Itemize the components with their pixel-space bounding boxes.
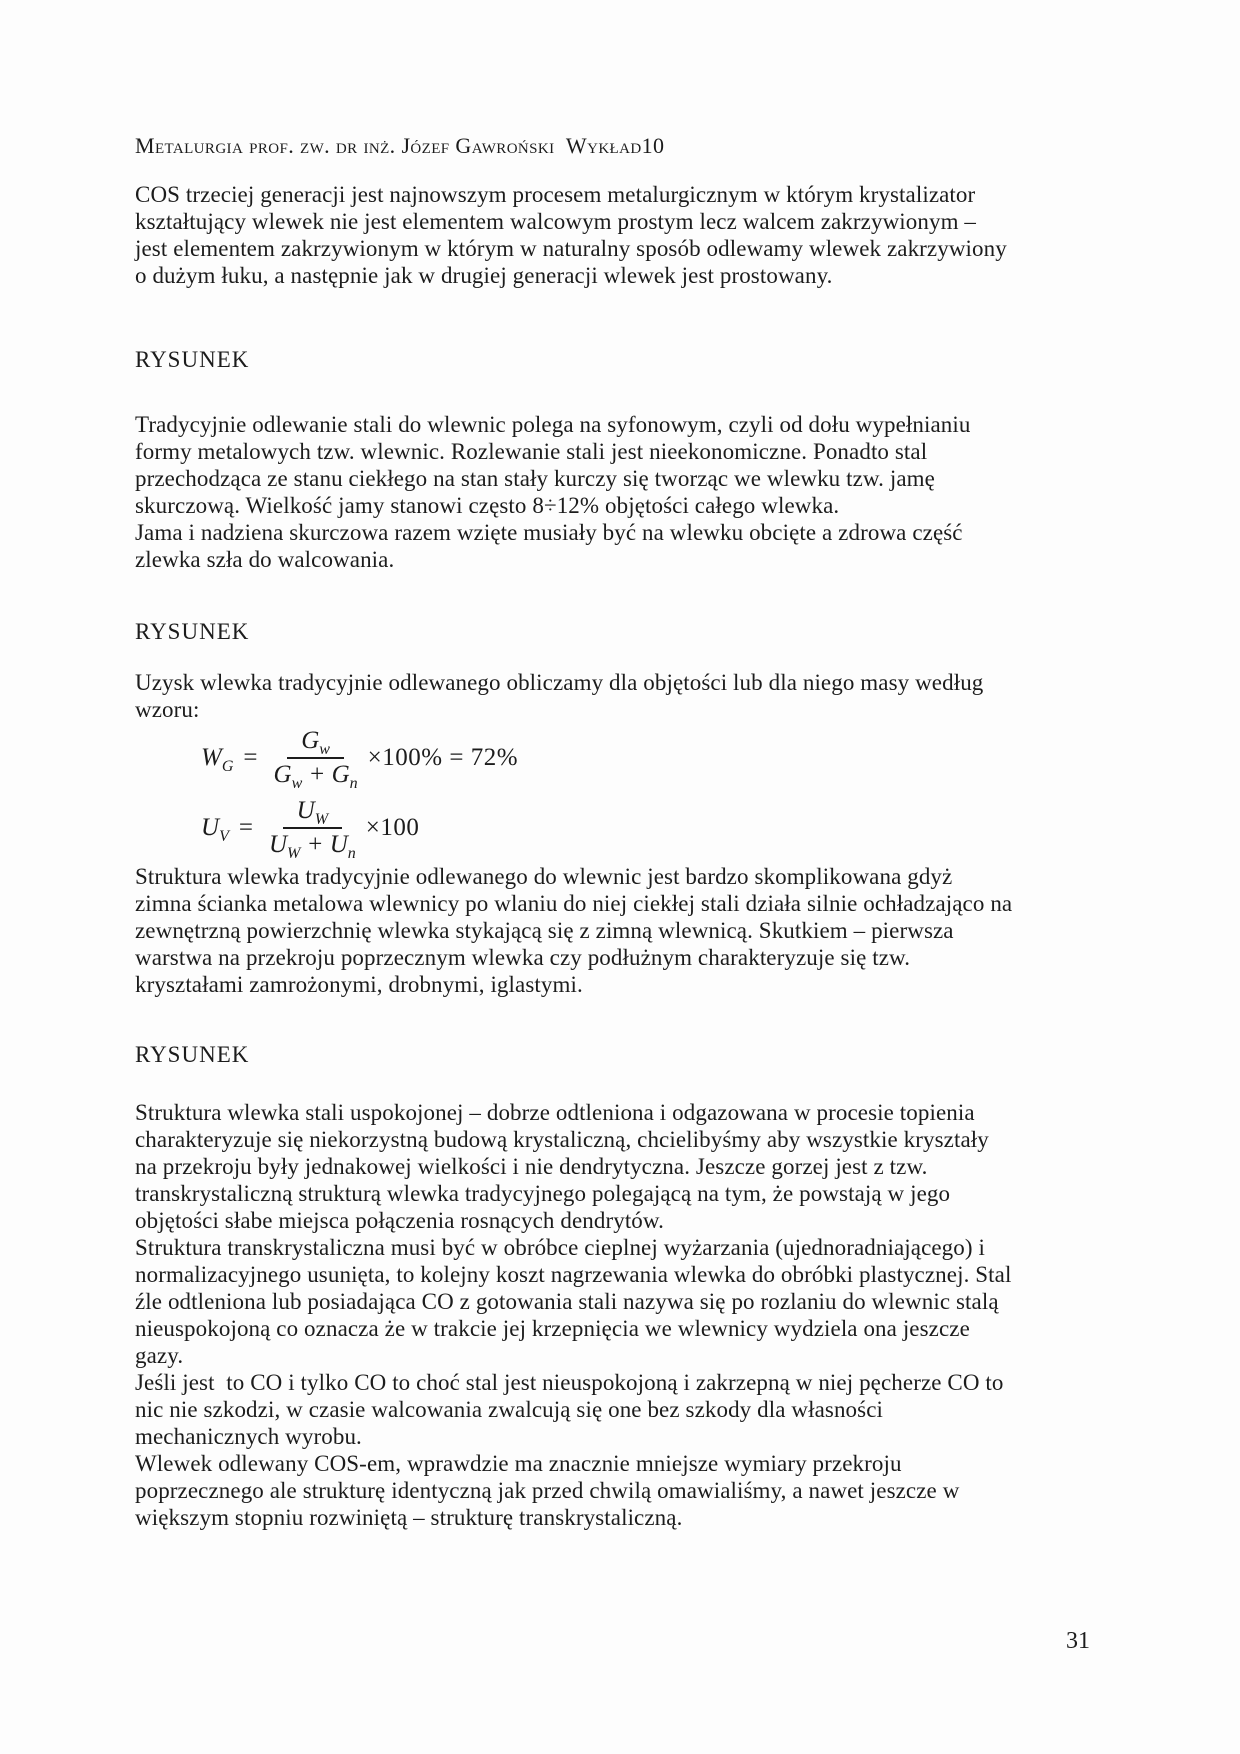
text-line: Struktura wlewka stali uspokojonej – dobrze odtleniona i odgazowana w procesie topienia [135, 1100, 975, 1125]
formula-result: ×100% = 72% [367, 744, 519, 771]
text-line: zewnętrzną powierzchnię wlewka stykającą się z zimną wlewnicą. Skutkiem – pierwsza [135, 918, 954, 943]
formula-lhs: $U_V$ [201, 814, 229, 845]
text-line: jest elementem zakrzywionym w którym w naturalny sposób odlewamy wlewek zakrzywiony [135, 236, 1007, 261]
equals-sign: = [238, 814, 253, 841]
formula-yield-mass [201, 723, 1110, 793]
page-number: 31 [1066, 1628, 1090, 1654]
fraction-numerator: $G_w$ [287, 727, 344, 759]
text-line: Wlewek odlewany COS-em, wprawdzie ma znacznie mniejsze wymiary przekroju [135, 1451, 902, 1476]
paragraph-yield-intro [135, 669, 1110, 723]
formula-yield-volume [201, 793, 1110, 863]
text-line: Jama i nadziena skurczowa razem wzięte musiały być na wlewku obcięte a zdrowa część [135, 520, 963, 545]
fraction [263, 797, 362, 862]
text-line: zimna ścianka metalowa wlewnicy po wlaniu do niej ciekłej stali działa silnie ochładzająco na [135, 891, 1013, 916]
formula-lhs: $W_G$ [201, 744, 234, 775]
text-line: mechanicznych wyrobu. [135, 1424, 362, 1449]
text-line: kształtujący wlewek nie jest elementem walcowym prostym lecz walcem zakrzywionym – [135, 209, 977, 234]
fraction-numerator: $U_W$ [283, 797, 342, 829]
text-line: nic nie szkodzi, w czasie walcowania zwalcują się one bez szkody dla własności [135, 1397, 883, 1422]
text-line: transkrystaliczną strukturą wlewka tradycyjnego polegającą na tym, że powstają w jego [135, 1181, 951, 1206]
section-heading-rysunek-1: RYSUNEK [135, 347, 250, 372]
text-line: normalizacyjnego usunięta, to kolejny koszt nagrzewania wlewka do obróbki plastycznej. Stal [135, 1262, 1012, 1287]
text-line: przechodząca ze stanu ciekłego na stan stały kurczy się tworząc we wlewku tzw. jamę [135, 466, 935, 491]
text-line: Struktura transkrystaliczna musi być w obróbce cieplnej wyżarzania (ujednoradniającego) i [135, 1235, 985, 1260]
text-line: Struktura wlewka tradycyjnie odlewanego do wlewnic jest bardzo skomplikowana gdyż [135, 864, 953, 889]
text-line: nieuspokojoną co oznacza że w trakcie jej krzepnięcia we wlewnicy wydziela ona jeszcze [135, 1316, 970, 1341]
paragraph-traditional-casting [135, 411, 1110, 573]
equals-sign: = [243, 744, 258, 771]
text-line: charakteryzuje się niekorzystną budową krystaliczną, chcielibyśmy aby wszystkie kryształy [135, 1127, 989, 1152]
text-line: Uzysk wlewka tradycyjnie odlewanego obliczamy dla objętości lub dla niego masy według [135, 670, 984, 695]
text-line: formy metalowych tzw. wlewnic. Rozlewanie stali jest nieekonomiczne. Ponadto stal [135, 439, 928, 464]
page-title: Metalurgia prof. zw. dr inż. Józef Gawroński Wykład10 [135, 133, 665, 158]
text-line: większym stopniu rozwiniętą – strukturę transkrystaliczną. [135, 1505, 683, 1530]
text-line: wzoru: [135, 697, 200, 722]
section-heading-rysunek-3: RYSUNEK [135, 1042, 250, 1067]
paragraph-cos-intro [135, 181, 1110, 289]
section-heading-rysunek-2: RYSUNEK [135, 619, 250, 644]
text-line: warstwa na przekroju poprzecznym wlewka czy podłużnym charakteryzuje się tzw. [135, 945, 911, 970]
fraction-denominator: $U_W + U_n$ [268, 831, 356, 862]
text-line: na przekroju były jednakowej wielkości i nie dendrytyczna. Jeszcze gorzej jest z tzw. [135, 1154, 928, 1179]
text-line: poprzecznego ale strukturę identyczną jak przed chwilą omawialiśmy, a nawet jeszcze w [135, 1478, 960, 1503]
text-line: źle odtleniona lub posiadająca CO z gotowania stali nazywa się po rozlaniu do wlewnic stalą [135, 1289, 999, 1314]
text-line: kryształami zamrożonymi, drobnymi, iglastymi. [135, 972, 583, 997]
text-line: COS trzeciej generacji jest najnowszym procesem metalurgicznym w którym krystalizator [135, 182, 976, 207]
fraction-denominator: $G_w + G_n$ [273, 761, 358, 792]
text-line: Jeśli jest to CO i tylko CO to choć stal jest nieuspokojoną i zakrzepną w niej pęcherze CO to [135, 1370, 1004, 1395]
paragraph-ingot-structure [135, 863, 1110, 998]
fraction [268, 727, 364, 792]
paragraph-killed-steel-structure [135, 1099, 1110, 1531]
text-line: gazy. [135, 1343, 184, 1368]
text-line: o dużym łuku, a następnie jak w drugiej generacji wlewek jest prostowany. [135, 263, 833, 288]
text-line: objętości słabe miejsca połączenia rosnących dendrytów. [135, 1208, 664, 1233]
text-line: skurczową. Wielkość jamy stanowi często 8÷12% objętości całego wlewka. [135, 493, 840, 518]
text-line: zlewka szła do walcowania. [135, 547, 395, 572]
formula-result: ×100 [365, 814, 420, 841]
text-line: Tradycyjnie odlewanie stali do wlewnic polega na syfonowym, czyli od dołu wypełnianiu [135, 412, 971, 437]
